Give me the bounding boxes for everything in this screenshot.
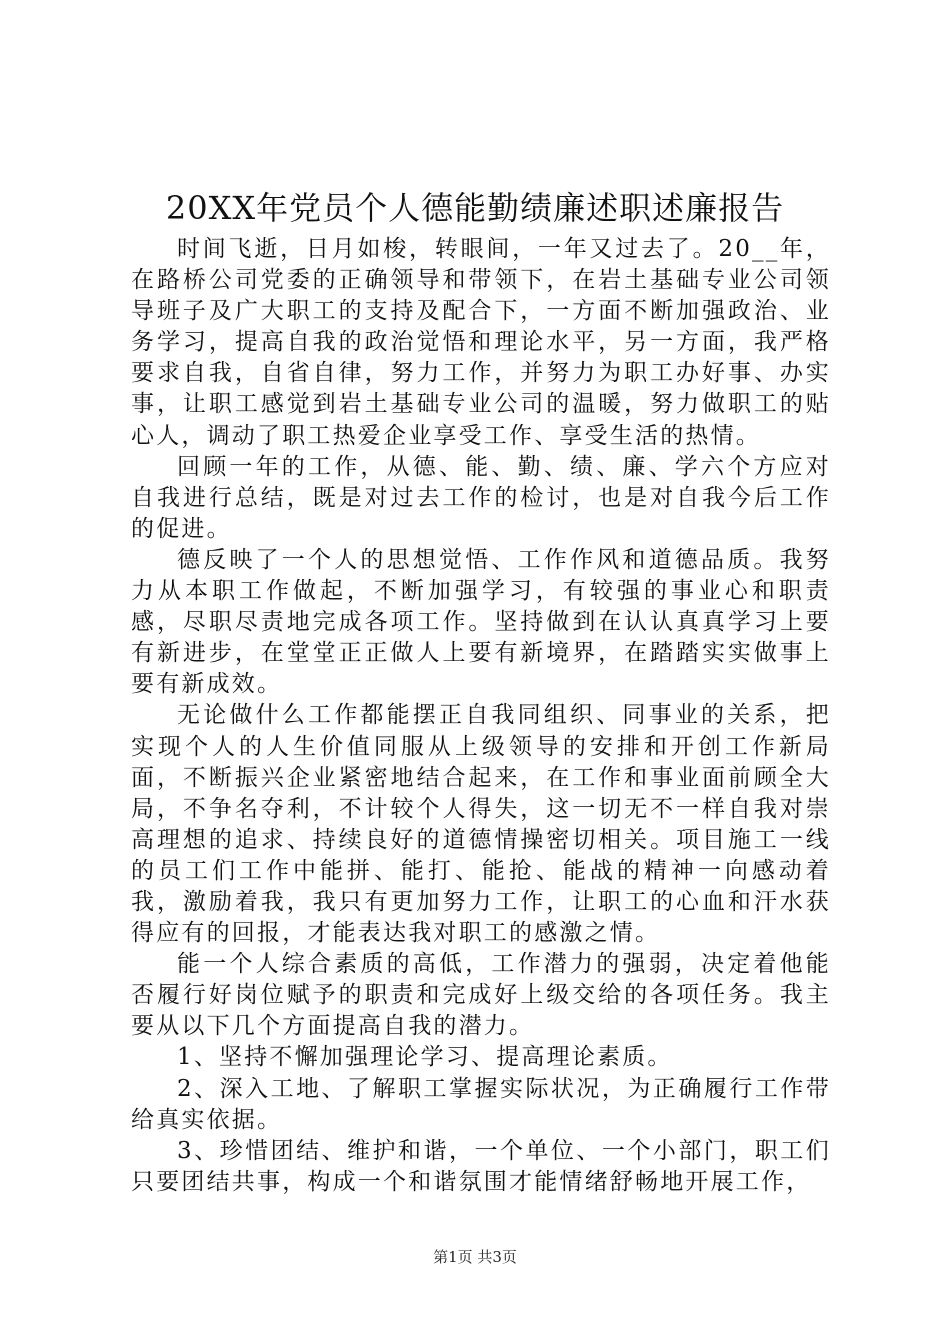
list-item-3: 3、珍惜团结、维护和谐，一个单位、一个小部门，职工们只要团结共事，构成一个和谐氛围才能情绪舒畅地开展工作， <box>131 1137 831 1195</box>
paragraph-attitude: 无论做什么工作都能摆正自我同组织、同事业的关系，把实现个人的人生价值同服从上级领导的安排和开创工作新局面，不断振兴企业紧密地结合起来，在工作和事业面前顾全大局，不争名夺利，不计较个人得失，这一切无不一样自我对崇高理想的追求、持续良好的道德情操密切相关。项目施工一线的员工们工作中能拼、能打、能抢、能战的精神一向感动着我，激励着我，我只有更加努力工作，让职工的心血和汗水获得应有的回报，才能表达我对职工的感激之情。 <box>131 702 831 947</box>
paragraph-virtue: 德反映了一个人的思想觉悟、工作作风和道德品质。我努力从本职工作做起，不断加强学习，有较强的事业心和职责感，尽职尽责地完成各项工作。坚持做到在认认真真学习上要有新进步，在堂堂正正做人上要有新境界，在踏踏实实做事上要有新成效。 <box>131 546 831 698</box>
list-item-2: 2、深入工地、了解职工掌握实际状况，为正确履行工作带给真实依据。 <box>131 1075 831 1133</box>
document-title: 20XX年党员个人德能勤绩廉述职述廉报告 <box>165 189 785 227</box>
paragraph-ability: 能一个人综合素质的高低，工作潜力的强弱，决定着他能否履行好岗位赋予的职责和完成好上级交给的各项任务。我主要从以下几个方面提高自我的潜力。 <box>131 951 831 1040</box>
paragraph-intro: 时间飞逝，日月如梭，转眼间，一年又过去了。20__年，在路桥公司党委的正确领导和带领下，在岩土基础专业公司领导班子及广大职工的支持及配合下，一方面不断加强政治、业务学习，提高自我的政治觉悟和理论水平，另一方面，我严格要求自我，自省自律，努力工作，并努力为职工办好事、办实事，让职工感觉到岩土基础专业公司的温暖，努力做职工的贴心人，调动了职工热爱企业享受工作、享受生活的热情。 <box>131 236 831 449</box>
paragraph-review: 回顾一年的工作，从德、能、勤、绩、廉、学六个方应对自我进行总结，既是对过去工作的检讨，也是对自我今后工作的促进。 <box>131 453 831 542</box>
document-body <box>131 234 831 1198</box>
page-footer: 第1页 共3页 <box>433 1248 517 1266</box>
list-item-1: 1、坚持不懈加强理论学习、提高理论素质。 <box>177 1044 673 1071</box>
